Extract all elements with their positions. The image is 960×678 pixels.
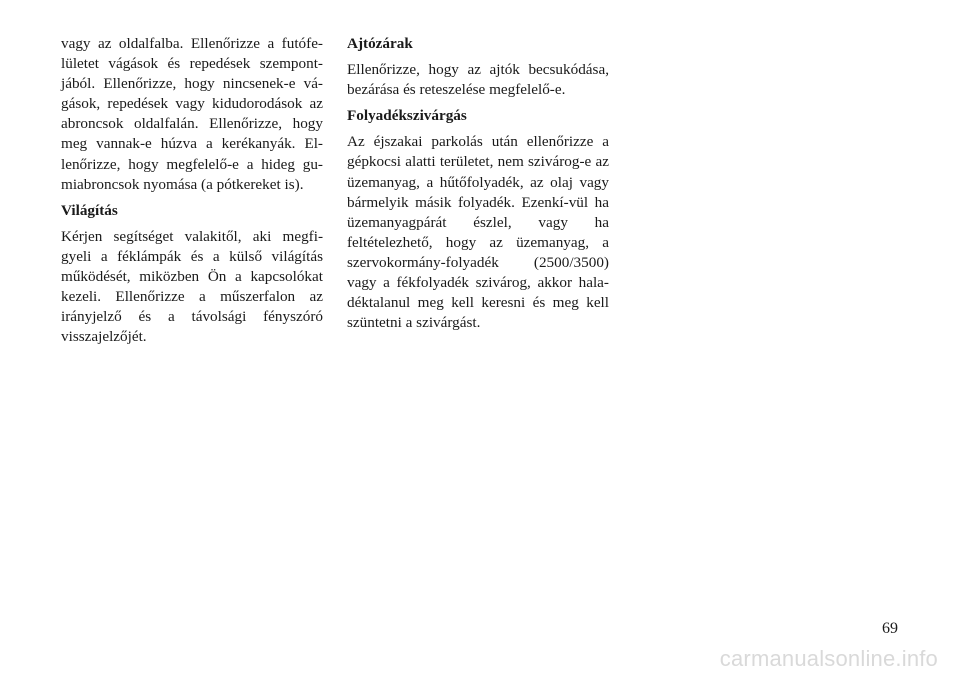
page-number: 69 xyxy=(882,620,898,637)
left-column xyxy=(61,34,323,347)
lighting-heading: Világítás xyxy=(61,201,118,219)
watermark: carmanualsonline.info xyxy=(719,646,938,671)
fluid-leaks-heading: Folyadékszivárgás xyxy=(347,107,467,125)
right-column xyxy=(347,34,609,333)
door-locks-heading: Ajtózárak xyxy=(347,35,413,52)
door-locks-paragraph: Ellenőrizze, hogy az ajtók becsukódása, bezárása és reteszelése megfelelő-e. xyxy=(347,61,609,99)
tire-inspection-paragraph: vagy az oldalfalba. Ellenőrizze a futófe-lületet vágások és repedések szempont-jából. Ellenőrizze, hogy nincsenek-e vá-gások, repedések vagy kidudorodások az abroncsok oldalfalán. Ellenőrizze, hogy meg vannak-e húzva a kerékanyák. El-lenőrizze, hogy megfelelő-e a hideg gu-miabroncsok nyomása (a pótkereket is). xyxy=(61,35,323,193)
fluid-leaks-paragraph: Az éjszakai parkolás után ellenőrizze a gépkocsi alatti területet, nem szivárog-e az üzemanyag, a hűtőfolyadék, az olaj vagy bármelyik másik folyadék. Ezenkí-vül ha üzemanyagpárát észlel, vagy ha feltételezhető, hogy az üzemanyag, a szervokormány-folyadék (2500/3500) vagy a fékfolyadék szivárog, akkor hala-déktalanul meg kell keresni és meg kell szüntetni a szivárgást. xyxy=(347,133,609,332)
lighting-paragraph: Kérjen segítséget valakitől, aki megfi-gyeli a féklámpák és a külső világítás működését, miközben Ön a kapcsolókat kezeli. Ellenőrizze a műszerfalon az irányjelző és a távolsági fényszóró visszajelzőjét. xyxy=(61,227,323,346)
